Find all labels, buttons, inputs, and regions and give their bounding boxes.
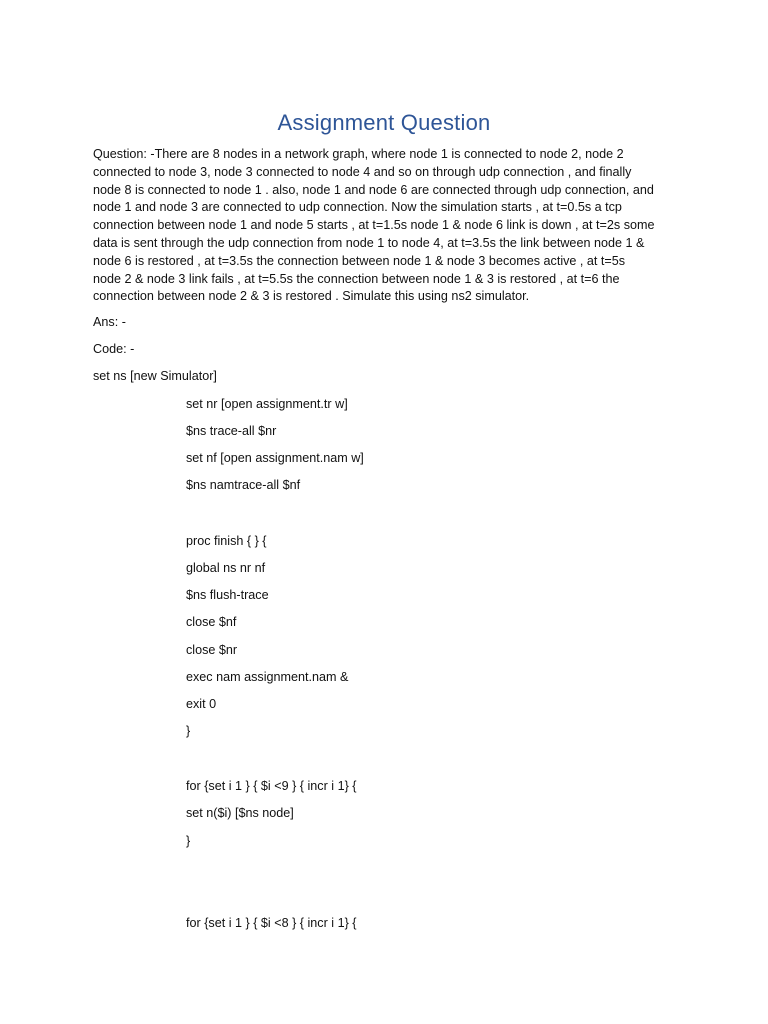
code-line: for {set i 1 } { $i <8 } { incr i 1} { xyxy=(186,916,357,930)
question-line: node 8 is connected to node 1 . also, node 1 and node 6 are connected through udp connection, and xyxy=(93,182,654,197)
code-line: } xyxy=(186,834,191,848)
code-line: for {set i 1 } { $i <9 } { incr i 1} { xyxy=(186,779,357,793)
question-line: Question: -There are 8 nodes in a network graph, where node 1 is connected to node 2, node 2 xyxy=(93,147,624,161)
question-line: data is sent through the udp connection from node 1 to node 4, at t=3.5s the link between node 1 & xyxy=(93,235,645,250)
page-title: Assignment Question xyxy=(277,110,491,135)
code-line: close $nf xyxy=(186,615,237,629)
question-line: node 1 and node 3 are connected to udp connection. Now the simulation starts , at t=0.5s a tcp xyxy=(93,200,622,215)
code-label: Code: - xyxy=(93,342,135,356)
question-line: connection between node 1 and node 5 starts , at t=1.5s node 1 & node 6 link is down , at t=2s some xyxy=(93,218,655,233)
code-line: } xyxy=(186,724,191,738)
code-line: $ns trace-all $nr xyxy=(186,424,277,438)
ans-label: Ans: - xyxy=(93,315,126,329)
code-line: global ns nr nf xyxy=(186,561,266,575)
code-line: exec nam assignment.nam & xyxy=(186,670,349,684)
question-line: node 2 & node 3 link fails , at t=5.5s the connection between node 1 & 3 is restored , at t=6 the xyxy=(93,271,620,286)
code-line: set ns [new Simulator] xyxy=(93,369,217,383)
question-line: connected to node 3, node 3 connected to node 4 and so on through udp connection , and finally xyxy=(93,164,632,179)
code-line: set nr [open assignment.tr w] xyxy=(186,397,348,411)
code-line: set nf [open assignment.nam w] xyxy=(186,451,364,465)
question-line: connection between node 2 & 3 is restored . Simulate this using ns2 simulator. xyxy=(93,289,530,304)
code-line: exit 0 xyxy=(186,697,217,711)
code-line: $ns flush-trace xyxy=(186,588,269,602)
code-line: set n($i) [$ns node] xyxy=(186,806,294,820)
question-line: node 6 is restored , at t=3.5s the connection between node 1 & node 3 becomes active , at t=5s xyxy=(93,253,626,268)
code-line: $ns namtrace-all $nf xyxy=(186,478,301,492)
code-line: proc finish { } { xyxy=(186,534,267,548)
question-paragraph xyxy=(93,146,678,306)
code-line: close $nr xyxy=(186,643,238,657)
